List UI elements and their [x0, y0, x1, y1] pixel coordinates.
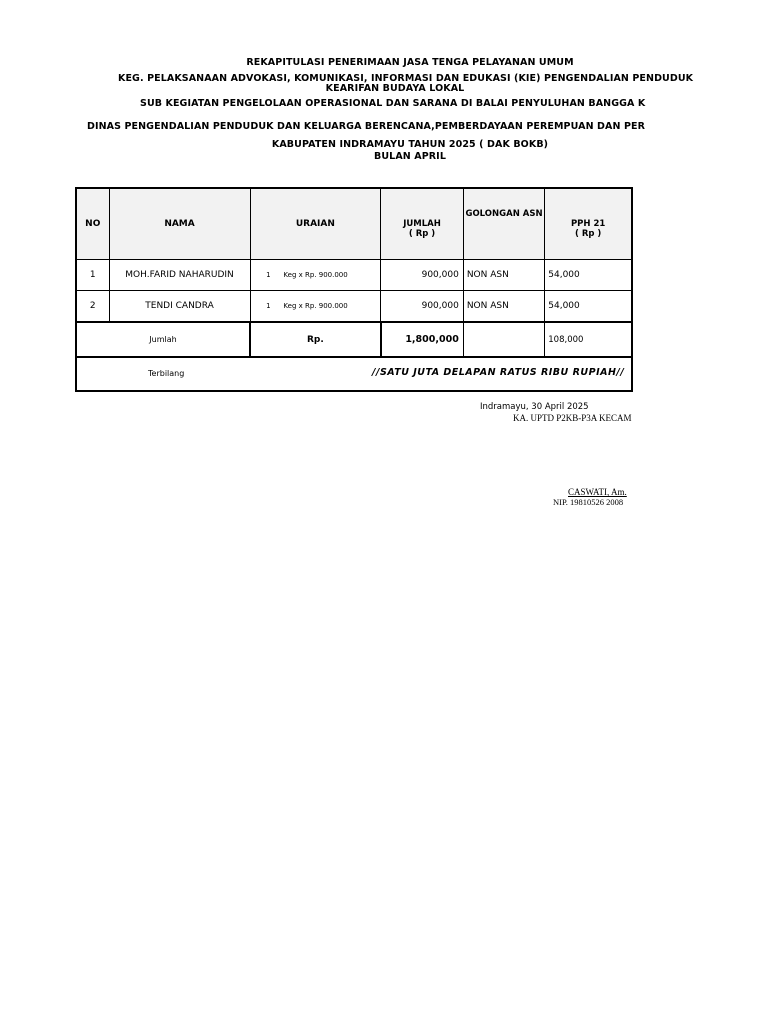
- row-nama: TENDI CANDRA: [109, 291, 250, 323]
- activity-title: KEG. PELAKSANAAN ADVOKASI, KOMUNIKASI, INFORMASI DAN EDUKASI (KIE) PENGENDALIAN PENDUDUK: [118, 73, 694, 84]
- total-golongan-empty: [463, 322, 544, 357]
- agency-title: DINAS PENGENDALIAN PENDUDUK DAN KELUARGA BERENCANA,PEMBERDAYAAN PEREMPUAN DAN PER: [87, 121, 646, 132]
- total-row: [76, 322, 632, 357]
- row-qty: 1: [266, 271, 271, 279]
- recap-table: [75, 187, 633, 392]
- table-row: [76, 260, 632, 291]
- header-no: NO: [76, 188, 109, 260]
- row-golongan: NON ASN: [463, 260, 544, 291]
- place-date: Indramayu, 30 April 2025: [480, 402, 589, 412]
- row-jumlah: 900,000: [381, 291, 464, 323]
- regency-year: KABUPATEN INDRAMAYU TAHUN 2025 ( DAK BOKB): [271, 139, 549, 150]
- month-label: BULAN APRIL: [374, 151, 446, 162]
- report-title: REKAPITULASI PENERIMAAN JASA TENGA PELAYANAN UMUM: [246, 57, 574, 68]
- total-label: Jumlah: [76, 322, 250, 357]
- row-qty: 1: [266, 302, 271, 310]
- total-jumlah: 1,800,000: [381, 322, 464, 357]
- signer-nip: NIP. 19810526 2008: [553, 497, 624, 507]
- row-no: 1: [76, 260, 109, 291]
- header-nama: NAMA: [109, 188, 250, 260]
- terbilang-row: [76, 357, 632, 391]
- table-row: [76, 291, 632, 323]
- row-uraian-text: Keg x Rp. 900.000: [283, 271, 348, 279]
- header-pph: [545, 188, 632, 260]
- activity-title-cont: KEARIFAN BUDAYA LOKAL: [325, 83, 465, 94]
- row-pph: 54,000: [545, 291, 632, 323]
- row-pph: 54,000: [545, 260, 632, 291]
- signer-position: KA. UPTD P2KB-P3A KECAM: [513, 413, 632, 423]
- header-golongan: GOLONGAN ASN: [463, 188, 544, 260]
- header-jumlah-unit: ( Rp ): [408, 229, 436, 239]
- row-jumlah: 900,000: [381, 260, 464, 291]
- terbilang-text: //SATU JUTA DELAPAN RATUS RIBU RUPIAH//: [372, 367, 625, 378]
- header-jumlah-label: JUMLAH: [403, 219, 441, 229]
- terbilang-cell: [76, 357, 632, 391]
- row-uraian: [250, 291, 381, 323]
- terbilang-label: Terbilang: [148, 369, 185, 378]
- total-pph: 108,000: [545, 322, 632, 357]
- sub-activity-title: SUB KEGIATAN PENGELOLAAN OPERASIONAL DAN SARANA DI BALAI PENYULUHAN BANGGA K: [140, 98, 646, 109]
- header-pph-label: PPH 21: [570, 219, 606, 229]
- table-header-row: [76, 188, 632, 260]
- row-uraian-text: Keg x Rp. 900.000: [283, 302, 348, 310]
- row-golongan: NON ASN: [463, 291, 544, 323]
- header-jumlah: [381, 188, 464, 260]
- row-no: 2: [76, 291, 109, 323]
- row-nama: MOH.FARID NAHARUDIN: [109, 260, 250, 291]
- row-uraian: [250, 260, 381, 291]
- signer-name: CASWATI, Am.: [568, 487, 627, 497]
- header-pph-unit: ( Rp ): [574, 229, 602, 239]
- header-uraian: URAIAN: [250, 188, 381, 260]
- total-currency: Rp.: [250, 322, 381, 357]
